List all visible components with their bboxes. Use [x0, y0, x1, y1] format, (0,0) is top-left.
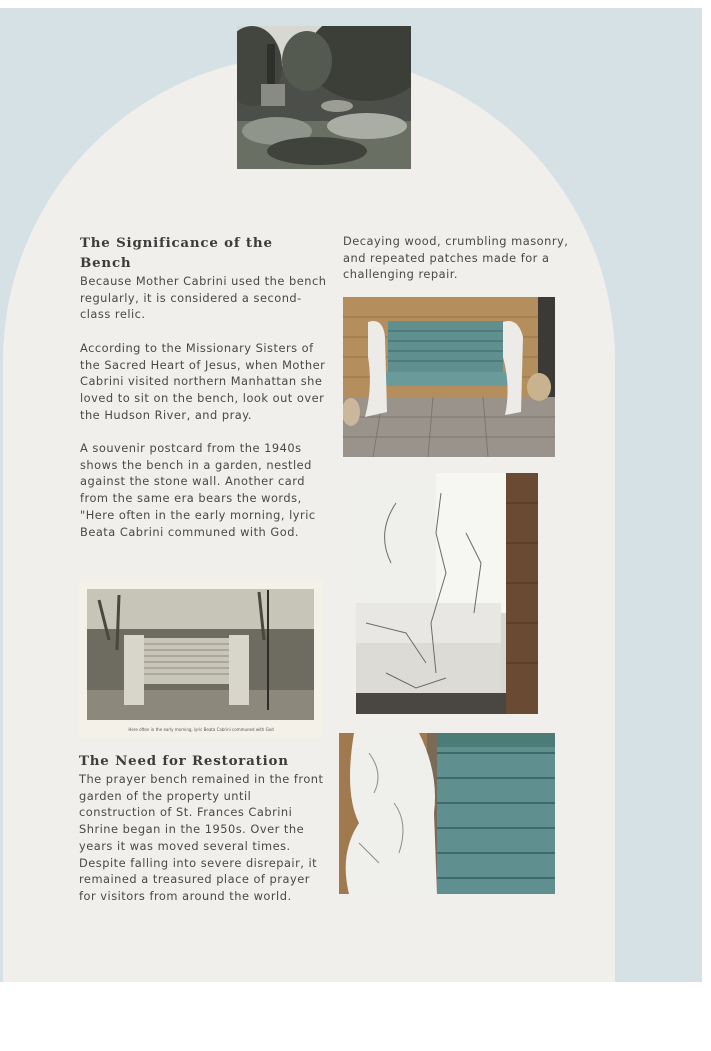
section-heading-restoration: The Need for Restoration [79, 753, 289, 769]
restoration-body [79, 771, 329, 905]
significance-paragraph-1: Because Mother Cabrini used the bench regularly, it is considered a second-class relic. [80, 274, 327, 322]
garden-statue-photo [237, 26, 411, 169]
repair-caption: Decaying wood, crumbling masonry, and repeated patches made for a challenging repair. [343, 234, 569, 282]
significance-body [80, 273, 330, 540]
bench-photo [343, 297, 555, 457]
postcard-caption-strip: Here often in the early morning, lyric Beata Cabrini communed with God [128, 727, 274, 732]
significance-paragraph-3: A souvenir postcard from the 1940s shows the bench in a garden, nestled against the stone wall. Another card from the same era bears the words, "Here often in the early morning, lyric Beata Cabrini communed with God. [80, 441, 316, 539]
postcard-photo [79, 580, 323, 738]
bench-side-detail-photo [339, 733, 555, 894]
restoration-paragraph: The prayer bench remained in the front garden of the property until construction of St. Frances Cabrini Shrine began in the 1950s. Over the years it was moved several times. Despite falling into severe disrepair, it remained a treasured place of prayer for visitors from around the world. [79, 772, 324, 903]
significance-paragraph-2: According to the Missionary Sisters of the Sacred Heart of Jesus, when Mother Cabrini visited northern Manhattan she loved to sit on the bench, look out over the Hudson River, and pray. [80, 340, 326, 422]
section-heading-significance: The Significance of the Bench [80, 235, 273, 271]
masonry-closeup-photo [356, 473, 538, 714]
